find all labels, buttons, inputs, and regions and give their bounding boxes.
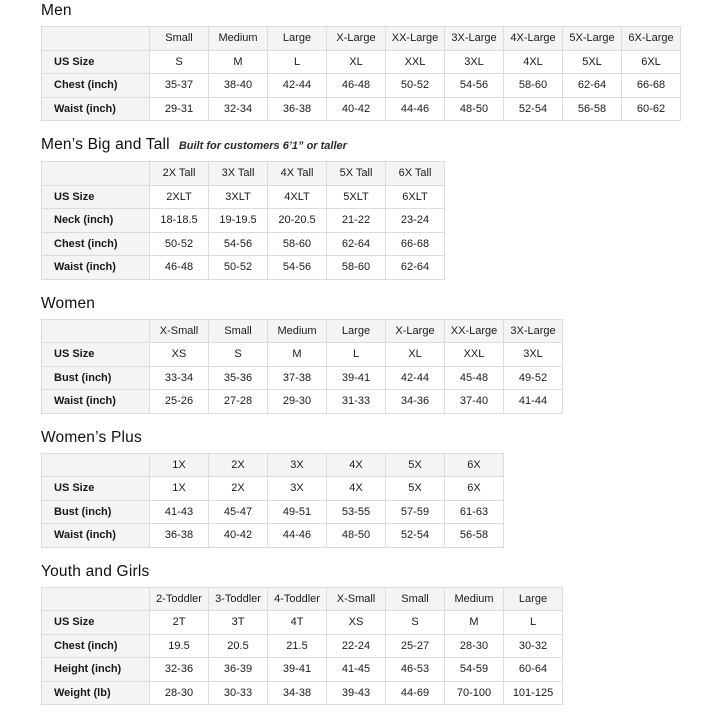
table-row bbox=[42, 256, 445, 280]
size-cell: M bbox=[209, 50, 268, 74]
size-cell: 48-50 bbox=[445, 97, 504, 121]
size-cell: 36-38 bbox=[268, 97, 327, 121]
column-header: X-Large bbox=[386, 319, 445, 343]
size-cell: 62-64 bbox=[386, 256, 445, 280]
size-cell: 54-56 bbox=[209, 232, 268, 256]
size-cell: L bbox=[327, 343, 386, 367]
size-cell: 3XL bbox=[445, 50, 504, 74]
row-label: Weight (lb) bbox=[42, 681, 150, 705]
size-cell: 20-20.5 bbox=[268, 209, 327, 233]
section-title: Men’s Big and Tall bbox=[41, 136, 170, 153]
size-cell: 2T bbox=[150, 611, 209, 635]
size-cell: 5XLT bbox=[327, 185, 386, 209]
column-header: X-Small bbox=[327, 587, 386, 611]
size-cell: 54-59 bbox=[445, 658, 504, 682]
section-mens-big-and-tall bbox=[41, 136, 720, 280]
size-cell: 44-46 bbox=[268, 524, 327, 548]
size-cell: 6XLT bbox=[386, 185, 445, 209]
table-row bbox=[42, 209, 445, 233]
size-cell: 54-56 bbox=[268, 256, 327, 280]
size-cell: 30-33 bbox=[209, 681, 268, 705]
size-cell: 101-125 bbox=[504, 681, 563, 705]
size-cell: 35-36 bbox=[209, 366, 268, 390]
table-row bbox=[42, 232, 445, 256]
size-cell: XL bbox=[386, 343, 445, 367]
size-cell: 60-64 bbox=[504, 658, 563, 682]
size-cell: 27-28 bbox=[209, 390, 268, 414]
size-cell: 50-52 bbox=[209, 256, 268, 280]
size-cell: 25-26 bbox=[150, 390, 209, 414]
row-label: Chest (inch) bbox=[42, 232, 150, 256]
size-cell: 19.5 bbox=[150, 634, 209, 658]
size-cell: 42-44 bbox=[386, 366, 445, 390]
size-cell: 41-44 bbox=[504, 390, 563, 414]
size-cell: 58-60 bbox=[327, 256, 386, 280]
table-row bbox=[42, 611, 563, 635]
size-cell: 30-32 bbox=[504, 634, 563, 658]
section-youth-and-girls bbox=[41, 563, 720, 706]
size-table-mens-big-and-tall bbox=[41, 161, 445, 280]
row-label: US Size bbox=[42, 477, 150, 501]
size-cell: 35-37 bbox=[150, 74, 209, 98]
row-label: Bust (inch) bbox=[42, 500, 150, 524]
table-row bbox=[42, 97, 681, 121]
size-cell: S bbox=[150, 50, 209, 74]
size-table-youth-and-girls bbox=[41, 587, 563, 706]
column-header: 5X-Large bbox=[563, 27, 622, 51]
header-row bbox=[42, 587, 563, 611]
section-header bbox=[41, 136, 720, 155]
section-title: Youth and Girls bbox=[41, 562, 150, 580]
row-label: Bust (inch) bbox=[42, 366, 150, 390]
size-cell: 39-41 bbox=[268, 658, 327, 682]
column-header: 6X bbox=[445, 453, 504, 477]
corner-cell bbox=[42, 319, 150, 343]
column-header: Medium bbox=[268, 319, 327, 343]
size-cell: 56-58 bbox=[445, 524, 504, 548]
size-cell: XS bbox=[150, 343, 209, 367]
size-cell: 34-36 bbox=[386, 390, 445, 414]
size-cell: 38-40 bbox=[209, 74, 268, 98]
column-header: 2X bbox=[209, 453, 268, 477]
size-cell: 28-30 bbox=[150, 681, 209, 705]
size-cell: 4XLT bbox=[268, 185, 327, 209]
size-cell: 4XL bbox=[504, 50, 563, 74]
table-row bbox=[42, 524, 504, 548]
row-label: Waist (inch) bbox=[42, 256, 150, 280]
size-cell: 2XLT bbox=[150, 185, 209, 209]
size-cell: 32-34 bbox=[209, 97, 268, 121]
size-cell: 36-38 bbox=[150, 524, 209, 548]
size-cell: 34-38 bbox=[268, 681, 327, 705]
table-row bbox=[42, 390, 563, 414]
column-header: 4X-Large bbox=[504, 27, 563, 51]
column-header: 1X bbox=[150, 453, 209, 477]
size-cell: 52-54 bbox=[386, 524, 445, 548]
size-cell: 61-63 bbox=[445, 500, 504, 524]
size-cell: M bbox=[268, 343, 327, 367]
row-label: US Size bbox=[42, 185, 150, 209]
table-row bbox=[42, 500, 504, 524]
column-header: 3X Tall bbox=[209, 162, 268, 186]
size-cell: 49-51 bbox=[268, 500, 327, 524]
size-cell: 29-30 bbox=[268, 390, 327, 414]
size-cell: 4T bbox=[268, 611, 327, 635]
table-row bbox=[42, 74, 681, 98]
size-cell: 5X bbox=[386, 477, 445, 501]
size-cell: 37-40 bbox=[445, 390, 504, 414]
size-cell: 33-34 bbox=[150, 366, 209, 390]
row-label: US Size bbox=[42, 611, 150, 635]
column-header: 2-Toddler bbox=[150, 587, 209, 611]
size-cell: 3T bbox=[209, 611, 268, 635]
corner-cell bbox=[42, 587, 150, 611]
row-label: Waist (inch) bbox=[42, 390, 150, 414]
size-table-men bbox=[41, 26, 681, 121]
column-header: 3-Toddler bbox=[209, 587, 268, 611]
size-cell: 49-52 bbox=[504, 366, 563, 390]
size-cell: 31-33 bbox=[327, 390, 386, 414]
size-cell: 62-64 bbox=[327, 232, 386, 256]
size-cell: 3X bbox=[268, 477, 327, 501]
column-header: 3X-Large bbox=[504, 319, 563, 343]
column-header: Small bbox=[386, 587, 445, 611]
size-cell: S bbox=[209, 343, 268, 367]
size-cell: 25-27 bbox=[386, 634, 445, 658]
size-cell: 58-60 bbox=[268, 232, 327, 256]
size-cell: M bbox=[445, 611, 504, 635]
size-cell: 44-69 bbox=[386, 681, 445, 705]
table-row bbox=[42, 185, 445, 209]
column-header: Small bbox=[150, 27, 209, 51]
column-header: 4X Tall bbox=[268, 162, 327, 186]
column-header: 6X Tall bbox=[386, 162, 445, 186]
column-header: Small bbox=[209, 319, 268, 343]
size-cell: 3XLT bbox=[209, 185, 268, 209]
column-header: Medium bbox=[209, 27, 268, 51]
section-men bbox=[41, 2, 720, 121]
size-cell: 70-100 bbox=[445, 681, 504, 705]
size-table-womens-plus bbox=[41, 453, 504, 548]
table-row bbox=[42, 50, 681, 74]
section-header bbox=[41, 2, 720, 20]
size-cell: 36-39 bbox=[209, 658, 268, 682]
column-header: Medium bbox=[445, 587, 504, 611]
column-header: 4X bbox=[327, 453, 386, 477]
corner-cell bbox=[42, 162, 150, 186]
row-label: Waist (inch) bbox=[42, 524, 150, 548]
size-cell: 45-47 bbox=[209, 500, 268, 524]
size-cell: 21.5 bbox=[268, 634, 327, 658]
header-row bbox=[42, 162, 445, 186]
section-header bbox=[41, 563, 720, 581]
table-row bbox=[42, 681, 563, 705]
size-cell: 50-52 bbox=[150, 232, 209, 256]
corner-cell bbox=[42, 453, 150, 477]
size-cell: 32-36 bbox=[150, 658, 209, 682]
size-cell: 53-55 bbox=[327, 500, 386, 524]
table-row bbox=[42, 343, 563, 367]
size-cell: L bbox=[268, 50, 327, 74]
column-header: X-Small bbox=[150, 319, 209, 343]
size-cell: 41-43 bbox=[150, 500, 209, 524]
size-cell: XXL bbox=[445, 343, 504, 367]
row-label: Height (inch) bbox=[42, 658, 150, 682]
size-cell: 50-52 bbox=[386, 74, 445, 98]
column-header: 4-Toddler bbox=[268, 587, 327, 611]
section-subtitle: Built for customers 6’1” or taller bbox=[178, 140, 347, 152]
row-label: Chest (inch) bbox=[42, 74, 150, 98]
size-cell: 19-19.5 bbox=[209, 209, 268, 233]
size-cell: 42-44 bbox=[268, 74, 327, 98]
size-cell: 20.5 bbox=[209, 634, 268, 658]
column-header: Large bbox=[327, 319, 386, 343]
size-cell: 29-31 bbox=[150, 97, 209, 121]
column-header: Large bbox=[268, 27, 327, 51]
section-title: Women bbox=[41, 294, 96, 312]
column-header: 5X bbox=[386, 453, 445, 477]
size-cell: 40-42 bbox=[327, 97, 386, 121]
column-header: 2X Tall bbox=[150, 162, 209, 186]
size-cell: 18-18.5 bbox=[150, 209, 209, 233]
row-label: US Size bbox=[42, 343, 150, 367]
column-header: X-Large bbox=[327, 27, 386, 51]
row-label: US Size bbox=[42, 50, 150, 74]
section-header bbox=[41, 295, 720, 313]
table-row bbox=[42, 366, 563, 390]
column-header: XX-Large bbox=[445, 319, 504, 343]
table-row bbox=[42, 477, 504, 501]
section-title: Men bbox=[41, 2, 72, 19]
size-cell: 28-30 bbox=[445, 634, 504, 658]
header-row bbox=[42, 27, 681, 51]
column-header: 3X-Large bbox=[445, 27, 504, 51]
table-row bbox=[42, 658, 563, 682]
size-cell: 56-58 bbox=[563, 97, 622, 121]
row-label: Chest (inch) bbox=[42, 634, 150, 658]
size-cell: XS bbox=[327, 611, 386, 635]
table-row bbox=[42, 634, 563, 658]
size-cell: 62-64 bbox=[563, 74, 622, 98]
column-header: 6X-Large bbox=[622, 27, 681, 51]
size-cell: 23-24 bbox=[386, 209, 445, 233]
size-cell: 4X bbox=[327, 477, 386, 501]
corner-cell bbox=[42, 27, 150, 51]
size-cell: 40-42 bbox=[209, 524, 268, 548]
column-header: XX-Large bbox=[386, 27, 445, 51]
size-cell: L bbox=[504, 611, 563, 635]
section-women bbox=[41, 295, 720, 414]
column-header: Large bbox=[504, 587, 563, 611]
header-row bbox=[42, 319, 563, 343]
size-cell: 39-43 bbox=[327, 681, 386, 705]
size-cell: 22-24 bbox=[327, 634, 386, 658]
column-header: 5X Tall bbox=[327, 162, 386, 186]
header-row bbox=[42, 453, 504, 477]
section-header bbox=[41, 429, 720, 447]
size-cell: 54-56 bbox=[445, 74, 504, 98]
size-cell: 45-48 bbox=[445, 366, 504, 390]
size-cell: 60-62 bbox=[622, 97, 681, 121]
size-cell: 37-38 bbox=[268, 366, 327, 390]
size-cell: 52-54 bbox=[504, 97, 563, 121]
size-cell: 66-68 bbox=[386, 232, 445, 256]
size-cell: 46-48 bbox=[150, 256, 209, 280]
size-cell: 41-45 bbox=[327, 658, 386, 682]
size-cell: 1X bbox=[150, 477, 209, 501]
size-cell: 2X bbox=[209, 477, 268, 501]
size-cell: 3XL bbox=[504, 343, 563, 367]
size-cell: 5XL bbox=[563, 50, 622, 74]
size-cell: 39-41 bbox=[327, 366, 386, 390]
size-cell: S bbox=[386, 611, 445, 635]
size-cell: XXL bbox=[386, 50, 445, 74]
section-title: Women’s Plus bbox=[41, 428, 142, 446]
column-header: 3X bbox=[268, 453, 327, 477]
size-cell: 6X bbox=[445, 477, 504, 501]
row-label: Waist (inch) bbox=[42, 97, 150, 121]
size-cell: 46-53 bbox=[386, 658, 445, 682]
size-cell: 57-59 bbox=[386, 500, 445, 524]
size-cell: 66-68 bbox=[622, 74, 681, 98]
size-cell: 44-46 bbox=[386, 97, 445, 121]
section-womens-plus bbox=[41, 429, 720, 548]
size-cell: 21-22 bbox=[327, 209, 386, 233]
size-cell: XL bbox=[327, 50, 386, 74]
size-cell: 46-48 bbox=[327, 74, 386, 98]
size-cell: 6XL bbox=[622, 50, 681, 74]
row-label: Neck (inch) bbox=[42, 209, 150, 233]
size-cell: 48-50 bbox=[327, 524, 386, 548]
size-table-women bbox=[41, 319, 563, 414]
size-cell: 58-60 bbox=[504, 74, 563, 98]
